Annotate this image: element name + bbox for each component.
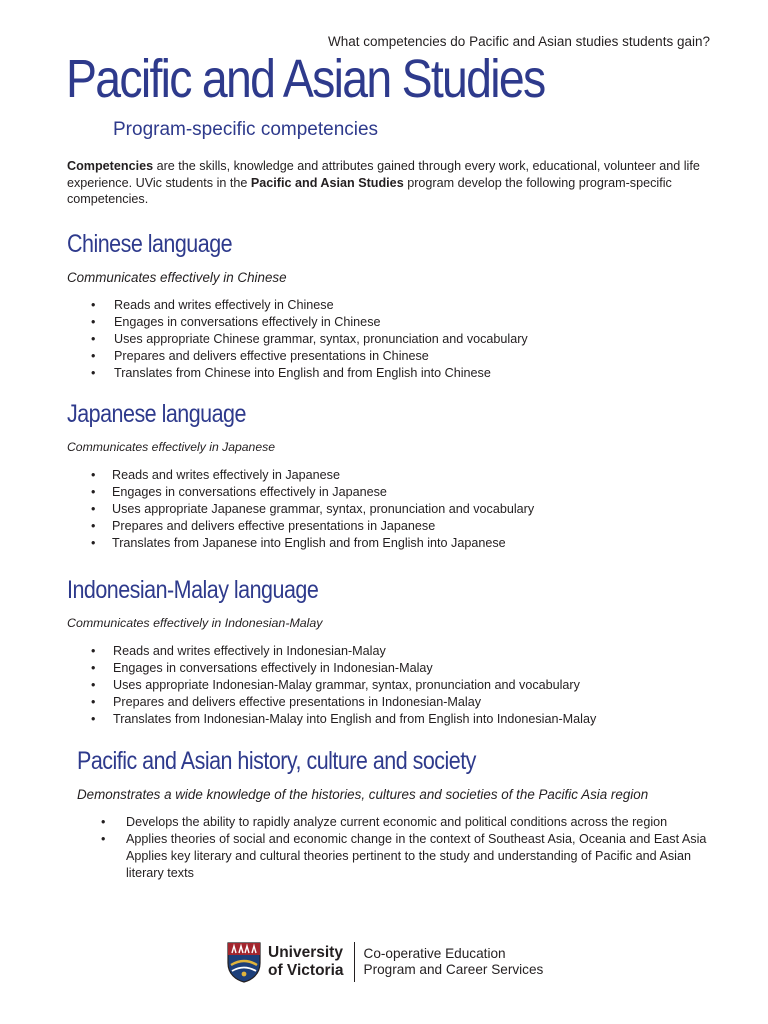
page-subtitle: Program-specific competencies <box>113 119 379 140</box>
department-name <box>364 946 544 978</box>
list-item: • Uses appropriate Chinese grammar, syntax, pronunciation and vocabulary <box>67 331 727 348</box>
section-tagline: Communicates effectively in Japanese <box>67 440 275 454</box>
footer-divider <box>354 942 355 982</box>
list-item: • Prepares and delivers effective presentations in Chinese <box>67 348 727 365</box>
list-item: • Engages in conversations effectively in Japanese <box>67 484 727 501</box>
competency-list <box>67 467 727 552</box>
list-item: • Prepares and delivers effective presentations in Japanese <box>67 518 727 535</box>
intro-term: Competencies <box>67 159 154 173</box>
intro-text-1: are the skills, knowledge and attributes gained through every work, educational, volunteer and life experience. UVic students in the <box>67 159 700 190</box>
competency-list <box>77 814 717 882</box>
list-item: • Engages in conversations effectively in Chinese <box>67 314 727 331</box>
university-name <box>268 944 344 980</box>
list-item: • Reads and writes effectively in Chinese <box>67 297 727 314</box>
page-title: Pacific and Asian Studies <box>66 49 545 109</box>
section-indonesian-malay <box>67 578 747 728</box>
university-name-line-1: University <box>268 944 343 961</box>
section-tagline: Communicates effectively in Chinese <box>67 270 287 285</box>
section-history-culture-society <box>77 749 717 882</box>
list-item: • Translates from Indonesian-Malay into English and from English into Indonesian-Malay <box>67 711 747 728</box>
list-item: • Translates from Japanese into English and from English into Japanese <box>67 535 727 552</box>
list-item: • Uses appropriate Japanese grammar, syntax, pronunciation and vocabulary <box>67 501 727 518</box>
list-item: • Applies theories of social and economic change in the context of Southeast Asia, Oceania and East Asia Applies key literary and cultural theories pertinent to the study and understanding of Pacific and Asian literary texts <box>77 831 717 882</box>
list-item: • Reads and writes effectively in Indonesian-Malay <box>67 643 747 660</box>
section-chinese <box>67 232 727 382</box>
department-line-1: Co-operative Education <box>363 946 506 961</box>
top-question: What competencies do Pacific and Asian studies students gain? <box>328 34 710 49</box>
list-item: • Translates from Chinese into English and from English into Chinese <box>67 365 727 382</box>
university-name-line-2: of Victoria <box>268 962 344 979</box>
competency-list <box>67 297 727 382</box>
department-line-2: Program and Career Services <box>363 962 544 977</box>
section-tagline: Communicates effectively in Indonesian-Malay <box>67 616 323 630</box>
list-item: • Prepares and delivers effective presentations in Indonesian-Malay <box>67 694 747 711</box>
intro-program: Pacific and Asian Studies <box>250 175 404 190</box>
list-item: • Reads and writes effectively in Japanese <box>67 467 727 484</box>
list-item: • Engages in conversations effectively in Indonesian-Malay <box>67 660 747 677</box>
section-japanese <box>67 402 727 552</box>
list-item: • Uses appropriate Indonesian-Malay grammar, syntax, pronunciation and vocabulary <box>67 677 747 694</box>
section-tagline: Demonstrates a wide knowledge of the histories, cultures and societies of the Pacific Asia region <box>77 787 649 802</box>
section-heading: Japanese language <box>67 400 246 428</box>
list-item: • Develops the ability to rapidly analyze current economic and political conditions across the region <box>77 814 717 831</box>
intro-paragraph <box>67 158 707 208</box>
section-heading: Pacific and Asian history, culture and society <box>77 747 476 775</box>
competency-list <box>67 643 747 728</box>
university-crest-icon <box>226 941 262 983</box>
footer-logo <box>226 940 543 984</box>
intro-text-2: program develop the following program-specific competencies. <box>67 175 672 206</box>
section-heading: Indonesian-Malay language <box>67 576 319 604</box>
section-heading: Chinese language <box>67 230 233 258</box>
